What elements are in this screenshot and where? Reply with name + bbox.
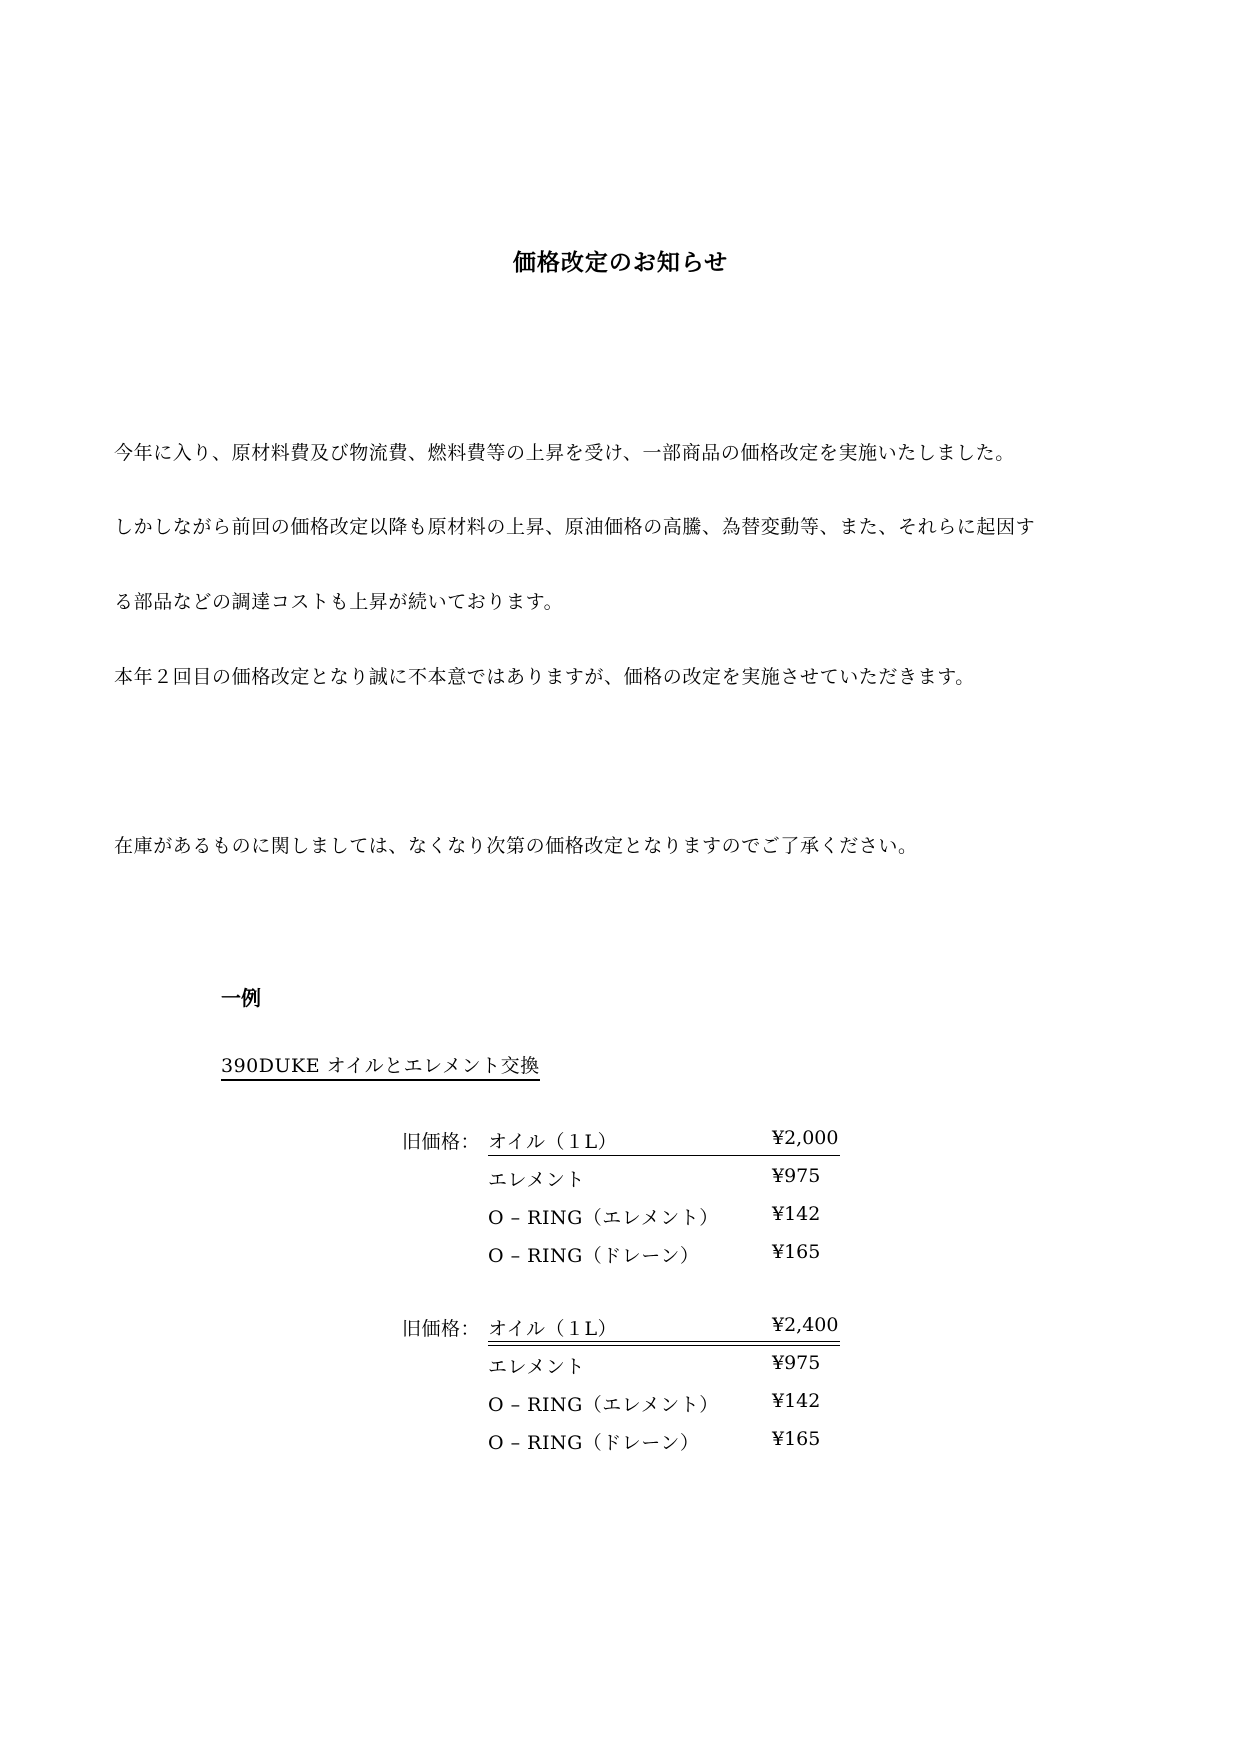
item-name: O – RING（エレメント） — [488, 1394, 719, 1416]
item-price: ¥2,000 — [772, 1127, 839, 1149]
price-block-old — [402, 1127, 842, 1279]
price-row — [402, 1352, 842, 1390]
item-name: エレメント — [488, 1356, 585, 1378]
price-row — [402, 1241, 842, 1279]
item-price: ¥142 — [772, 1203, 821, 1225]
price-block-label: 旧価格： — [402, 1318, 481, 1340]
item-name: O – RING（ドレーン） — [488, 1245, 700, 1267]
item-name: O – RING（ドレーン） — [488, 1432, 700, 1454]
single-underline — [488, 1155, 840, 1156]
paragraph-stock-notice: 在庫があるものに関しましては、なくなり次第の価格改定となりますのでご了承ください。 — [114, 835, 918, 857]
price-block-new — [402, 1314, 842, 1466]
item-price: ¥165 — [772, 1428, 821, 1450]
item-price: ¥975 — [772, 1165, 821, 1187]
example-subtitle: 390DUKE オイルとエレメント交換 — [221, 1051, 540, 1081]
item-name: オイル（１L） — [488, 1131, 618, 1153]
paragraph-cost-increase: 今年に入り、原材料費及び物流費、燃料費等の上昇を受け、一部商品の価格改定を実施いたしました。 — [114, 442, 1015, 464]
item-name: オイル（１L） — [488, 1318, 618, 1340]
item-price: ¥142 — [772, 1390, 821, 1412]
price-block-label: 旧価格： — [402, 1131, 481, 1153]
double-underline — [488, 1341, 840, 1346]
price-row — [402, 1428, 842, 1466]
item-price: ¥165 — [772, 1241, 821, 1263]
price-row — [402, 1314, 842, 1352]
paragraph-continued-rise-line1: しかしながら前回の価格改定以降も原材料の上昇、原油価格の高騰、為替変動等、また、それらに起因す — [114, 516, 1036, 538]
price-row — [402, 1203, 842, 1241]
item-name: エレメント — [488, 1169, 585, 1191]
item-name: O – RING（エレメント） — [488, 1207, 719, 1229]
paragraph-second-revision: 本年２回目の価格改定となり誠に不本意ではありますが、価格の改定を実施させていただきます。 — [114, 666, 975, 688]
page-title: 価格改定のお知らせ — [512, 249, 729, 276]
paragraph-continued-rise-line2: る部品などの調達コストも上昇が続いております。 — [114, 591, 564, 613]
example-heading: 一例 — [221, 986, 261, 1010]
price-row — [402, 1165, 842, 1203]
price-row — [402, 1390, 842, 1428]
item-price: ¥2,400 — [772, 1314, 839, 1336]
item-price: ¥975 — [772, 1352, 821, 1374]
price-row — [402, 1127, 842, 1165]
